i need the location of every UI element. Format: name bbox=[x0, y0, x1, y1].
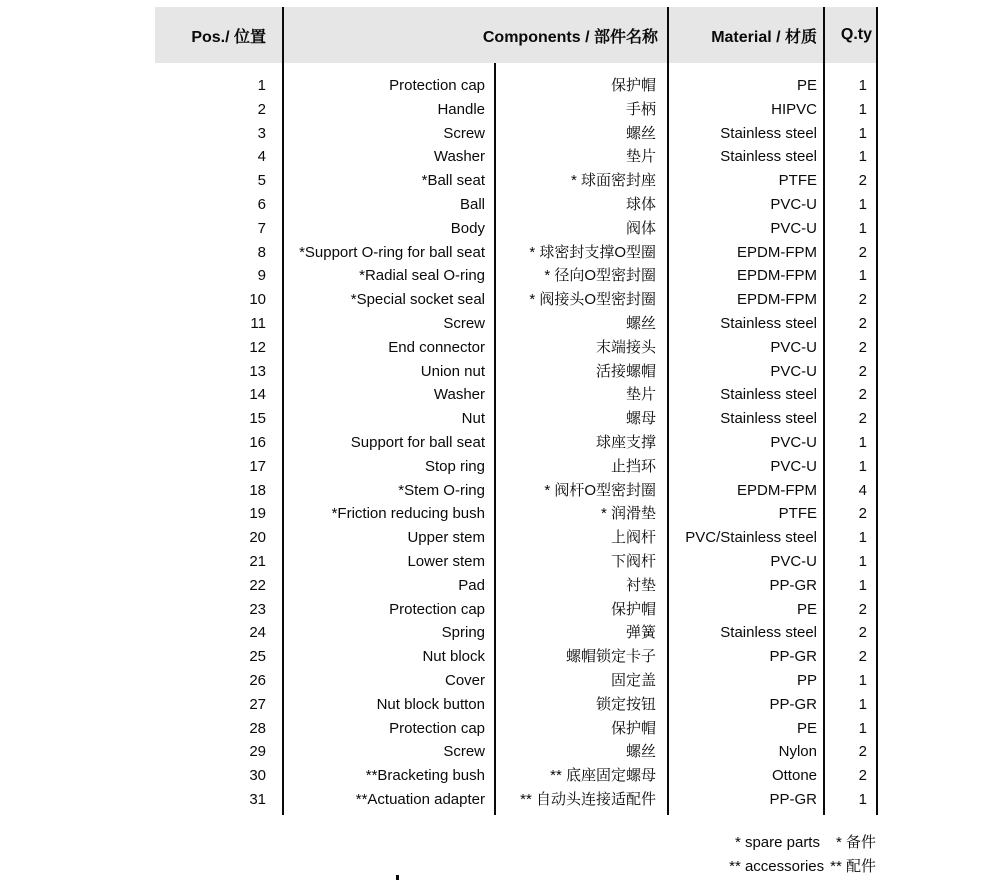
cell-pos: 28 bbox=[249, 719, 266, 737]
cell-component-zh: 垫片 bbox=[625, 386, 656, 404]
parts-table bbox=[155, 7, 878, 815]
cell-material: PVC-U bbox=[770, 338, 817, 356]
cell-qty: 2 bbox=[858, 648, 867, 666]
table-row bbox=[155, 764, 878, 788]
table-row bbox=[155, 479, 878, 503]
cell-qty: 1 bbox=[858, 267, 867, 285]
cell-material: PE bbox=[796, 719, 817, 737]
cell-component-zh: * 球密封支撑O型圈 bbox=[529, 243, 656, 261]
cell-component-en: *Radial seal O-ring bbox=[359, 267, 485, 285]
cell-component-en: Pad bbox=[458, 576, 485, 594]
cell-pos: 26 bbox=[249, 671, 266, 689]
table-row bbox=[155, 383, 878, 407]
cell-component-en: Nut block bbox=[422, 648, 485, 666]
cell-component-en: Ball bbox=[459, 195, 485, 213]
cell-pos: 10 bbox=[249, 291, 266, 309]
cell-component-en: **Bracketing bush bbox=[365, 767, 485, 785]
cell-pos: 22 bbox=[249, 576, 266, 594]
table-row bbox=[155, 598, 878, 622]
cell-component-en: *Friction reducing bush bbox=[331, 505, 485, 523]
cell-qty: 1 bbox=[858, 576, 867, 594]
cell-qty: 1 bbox=[858, 124, 867, 142]
cell-component-zh: 垫片 bbox=[625, 148, 656, 166]
cell-component-en: Nut block button bbox=[376, 695, 485, 713]
cell-material: EPDM-FPM bbox=[737, 481, 817, 499]
cell-material: PP-GR bbox=[769, 790, 817, 808]
cell-component-en: Protection cap bbox=[389, 719, 485, 737]
table-row bbox=[155, 645, 878, 669]
cell-component-zh: 衬垫 bbox=[625, 576, 656, 594]
cell-pos: 4 bbox=[257, 148, 266, 166]
cell-pos: 11 bbox=[250, 314, 266, 332]
table-row bbox=[155, 526, 878, 550]
cell-pos: 2 bbox=[257, 100, 266, 118]
table-row bbox=[155, 550, 878, 574]
cell-component-en: Screw bbox=[443, 124, 485, 142]
cell-material: EPDM-FPM bbox=[737, 243, 817, 261]
cell-component-en: Upper stem bbox=[407, 529, 485, 547]
cell-component-en: Lower stem bbox=[407, 552, 485, 570]
cell-qty: 1 bbox=[858, 552, 867, 570]
cell-component-zh: ** 自动头连接适配件 bbox=[520, 790, 656, 808]
table-row bbox=[155, 788, 878, 812]
cell-qty: 1 bbox=[858, 529, 867, 547]
table-row bbox=[155, 217, 878, 241]
cell-component-en: Support for ball seat bbox=[350, 433, 485, 451]
footnote-line bbox=[729, 855, 876, 879]
table-row bbox=[155, 288, 878, 312]
divider-pos-components bbox=[282, 7, 284, 815]
cell-component-zh: * 润滑垫 bbox=[600, 505, 656, 523]
cell-pos: 16 bbox=[249, 433, 266, 451]
table-right-border bbox=[876, 7, 878, 815]
cell-pos: 31 bbox=[249, 790, 266, 808]
cell-qty: 1 bbox=[858, 219, 867, 237]
cell-component-en: *Support O-ring for ball seat bbox=[299, 243, 485, 261]
cell-component-en: Nut bbox=[461, 410, 485, 428]
cell-qty: 2 bbox=[858, 505, 867, 523]
cell-pos: 21 bbox=[249, 552, 266, 570]
cell-component-zh: 螺丝 bbox=[625, 124, 656, 142]
cell-pos: 24 bbox=[249, 624, 266, 642]
cell-pos: 23 bbox=[249, 600, 266, 618]
cell-component-zh: * 球面密封座 bbox=[570, 172, 656, 190]
table-row bbox=[155, 621, 878, 645]
cell-material: PVC-U bbox=[770, 457, 817, 475]
header-components: Components / 部件名称 bbox=[482, 28, 658, 46]
cell-component-zh: 螺母 bbox=[625, 410, 656, 428]
cell-material: PE bbox=[796, 77, 817, 94]
cell-component-zh: 固定盖 bbox=[610, 671, 656, 689]
table-row bbox=[155, 336, 878, 360]
cell-material: Stainless steel bbox=[720, 148, 817, 166]
cell-component-zh: 手柄 bbox=[625, 100, 656, 118]
cell-qty: 1 bbox=[858, 100, 867, 118]
cell-material: PVC/Stainless steel bbox=[685, 529, 817, 547]
cell-component-en: Stop ring bbox=[424, 457, 485, 475]
cell-pos: 14 bbox=[249, 386, 266, 404]
cell-component-zh: 上阀杆 bbox=[610, 529, 656, 547]
cell-component-zh: 下阀杆 bbox=[610, 552, 656, 570]
cell-component-zh: 螺丝 bbox=[625, 314, 656, 332]
cell-pos: 19 bbox=[249, 505, 266, 523]
cell-component-en: *Special socket seal bbox=[350, 291, 485, 309]
cell-qty: 2 bbox=[858, 243, 867, 261]
cell-pos: 5 bbox=[257, 172, 266, 190]
cell-component-zh: 锁定按钮 bbox=[595, 695, 656, 713]
cut-off-artifact bbox=[396, 875, 399, 880]
cell-component-en: Screw bbox=[443, 314, 485, 332]
cell-component-zh: 止挡环 bbox=[610, 457, 656, 475]
cell-material: Stainless steel bbox=[720, 314, 817, 332]
cell-component-zh: 保护帽 bbox=[610, 77, 656, 94]
cell-component-zh: 球体 bbox=[625, 195, 656, 213]
cell-component-en: Handle bbox=[437, 100, 485, 118]
cell-pos: 18 bbox=[249, 481, 266, 499]
table-row bbox=[155, 264, 878, 288]
table-row bbox=[155, 241, 878, 265]
footnotes bbox=[729, 831, 876, 879]
cell-component-en: Screw bbox=[443, 743, 485, 761]
cell-component-zh: 球座支撑 bbox=[595, 433, 656, 451]
cell-pos: 12 bbox=[249, 338, 266, 356]
cell-qty: 2 bbox=[858, 362, 867, 380]
cell-qty: 2 bbox=[858, 338, 867, 356]
cell-component-zh: 螺丝 bbox=[625, 743, 656, 761]
cell-qty: 2 bbox=[858, 291, 867, 309]
table-row bbox=[155, 169, 878, 193]
cell-material: PTFE bbox=[778, 505, 817, 523]
table-row bbox=[155, 717, 878, 741]
table-row bbox=[155, 502, 878, 526]
footnote-zh: * 备件 bbox=[835, 834, 876, 851]
cell-material: EPDM-FPM bbox=[737, 267, 817, 285]
table-row bbox=[155, 193, 878, 217]
cell-component-zh: 末端接头 bbox=[595, 338, 656, 356]
cell-component-en: Protection cap bbox=[389, 77, 485, 94]
table-row bbox=[155, 740, 878, 764]
cell-qty: 2 bbox=[858, 624, 867, 642]
cell-material: Stainless steel bbox=[720, 624, 817, 642]
table-row bbox=[155, 74, 878, 98]
cell-component-zh: * 径向O型密封圈 bbox=[544, 267, 656, 285]
cell-material: PVC-U bbox=[770, 552, 817, 570]
cell-component-en: Washer bbox=[433, 386, 485, 404]
table-header-row bbox=[155, 7, 878, 63]
cell-qty: 2 bbox=[858, 386, 867, 404]
cell-component-zh: 保护帽 bbox=[610, 600, 656, 618]
cell-pos: 7 bbox=[257, 219, 266, 237]
cell-component-en: End connector bbox=[388, 338, 485, 356]
cell-component-zh: 弹簧 bbox=[625, 624, 656, 642]
cell-material: PP-GR bbox=[769, 576, 817, 594]
cell-qty: 1 bbox=[858, 671, 867, 689]
footnote-en: * spare parts bbox=[734, 834, 820, 851]
cell-qty: 1 bbox=[858, 148, 867, 166]
cell-material: Ottone bbox=[771, 767, 817, 785]
cell-pos: 15 bbox=[249, 410, 266, 428]
cell-material: Stainless steel bbox=[720, 410, 817, 428]
table-row bbox=[155, 360, 878, 384]
cell-material: Nylon bbox=[778, 743, 817, 761]
cell-material: PVC-U bbox=[770, 362, 817, 380]
cell-material: HIPVC bbox=[771, 100, 817, 118]
cell-component-en: Union nut bbox=[420, 362, 485, 380]
cell-material: PP-GR bbox=[769, 695, 817, 713]
footnote-zh: ** 配件 bbox=[830, 858, 876, 875]
cell-component-zh: 活接螺帽 bbox=[595, 362, 656, 380]
header-qty: Q.ty bbox=[840, 26, 872, 43]
cell-component-en: Protection cap bbox=[389, 600, 485, 618]
cell-pos: 1 bbox=[257, 77, 266, 94]
cell-material: PVC-U bbox=[770, 195, 817, 213]
divider-component-en-zh bbox=[494, 63, 496, 815]
footnote-en: ** accessories bbox=[729, 858, 825, 875]
cell-qty: 2 bbox=[858, 410, 867, 428]
cell-pos: 9 bbox=[257, 267, 266, 285]
cell-pos: 17 bbox=[249, 457, 266, 475]
cell-material: PP bbox=[796, 671, 817, 689]
table-row bbox=[155, 574, 878, 598]
cell-qty: 1 bbox=[858, 195, 867, 213]
header-pos: Pos./ 位置 bbox=[191, 28, 266, 46]
cell-material: Stainless steel bbox=[720, 124, 817, 142]
cell-pos: 25 bbox=[249, 648, 266, 666]
cell-pos: 3 bbox=[257, 124, 266, 142]
cell-material: PTFE bbox=[778, 172, 817, 190]
cell-qty: 1 bbox=[858, 790, 867, 808]
cell-component-en: **Actuation adapter bbox=[355, 790, 485, 808]
cell-qty: 2 bbox=[858, 172, 867, 190]
cell-qty: 2 bbox=[858, 600, 867, 618]
cell-qty: 2 bbox=[858, 314, 867, 332]
cell-material: Stainless steel bbox=[720, 386, 817, 404]
divider-components-material bbox=[667, 7, 669, 815]
cell-material: EPDM-FPM bbox=[737, 291, 817, 309]
table-row bbox=[155, 455, 878, 479]
table-row bbox=[155, 98, 878, 122]
cell-material: PE bbox=[796, 600, 817, 618]
table-row bbox=[155, 312, 878, 336]
cell-qty: 1 bbox=[858, 457, 867, 475]
cell-qty: 2 bbox=[858, 743, 867, 761]
cell-component-en: Spring bbox=[441, 624, 485, 642]
cell-component-en: *Stem O-ring bbox=[398, 481, 485, 499]
table-row bbox=[155, 145, 878, 169]
cell-pos: 20 bbox=[249, 529, 266, 547]
cell-pos: 8 bbox=[257, 243, 266, 261]
cell-component-zh: ** 底座固定螺母 bbox=[550, 767, 656, 785]
cell-pos: 6 bbox=[257, 195, 266, 213]
cell-pos: 27 bbox=[249, 695, 266, 713]
cell-component-zh: 阀体 bbox=[625, 219, 656, 237]
cell-component-en: Cover bbox=[444, 671, 485, 689]
cell-pos: 13 bbox=[249, 362, 266, 380]
cell-pos: 29 bbox=[249, 743, 266, 761]
table-body bbox=[155, 74, 878, 812]
table-row bbox=[155, 669, 878, 693]
cell-qty: 2 bbox=[858, 767, 867, 785]
cell-component-en: Body bbox=[450, 219, 485, 237]
cell-qty: 4 bbox=[858, 481, 867, 499]
cell-qty: 1 bbox=[858, 433, 867, 451]
cell-component-en: Washer bbox=[433, 148, 485, 166]
table-row bbox=[155, 407, 878, 431]
cell-material: PVC-U bbox=[770, 219, 817, 237]
table-row bbox=[155, 693, 878, 717]
cell-component-zh: * 阀接头O型密封圈 bbox=[529, 291, 656, 309]
cell-qty: 1 bbox=[858, 77, 867, 94]
cell-material: PP-GR bbox=[769, 648, 817, 666]
cell-component-zh: * 阀杆O型密封圈 bbox=[544, 481, 656, 499]
cell-component-zh: 螺帽锁定卡子 bbox=[565, 648, 656, 666]
divider-material-qty bbox=[823, 7, 825, 815]
cell-qty: 1 bbox=[858, 719, 867, 737]
cell-material: PVC-U bbox=[770, 433, 817, 451]
cell-pos: 30 bbox=[249, 767, 266, 785]
table-row bbox=[155, 122, 878, 146]
cell-component-zh: 保护帽 bbox=[610, 719, 656, 737]
table-row bbox=[155, 431, 878, 455]
header-material: Material / 材质 bbox=[711, 28, 817, 46]
cell-component-en: *Ball seat bbox=[421, 172, 485, 190]
footnote-line bbox=[729, 831, 876, 855]
cell-qty: 1 bbox=[858, 695, 867, 713]
